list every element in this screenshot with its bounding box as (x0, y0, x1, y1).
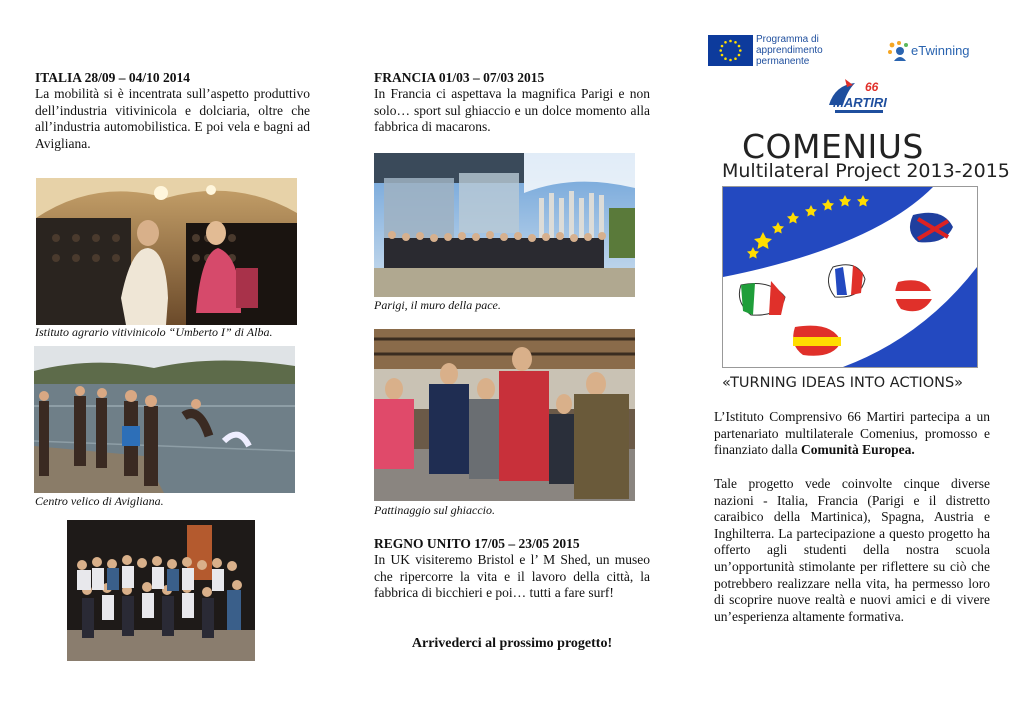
closing-line: Arrivederci al prossimo progetto! (411, 636, 613, 651)
caption-alba: Istituto agrario vitivinicolo “Umberto I” di Alba. (35, 325, 273, 339)
intro-bold: Comunità Europea. (800, 442, 915, 458)
etwinning-logo-icon (886, 39, 912, 63)
photo-paris-wall (374, 153, 635, 297)
eu-programme-label (756, 34, 823, 67)
eu-line-1: Programma di (756, 34, 819, 45)
italia-text: La mobilità si è incentrata sull’aspetto produttivo dell’industria vitivinicola e dolciaria, oltre che all’industria automobilistica. E poi vela e bagni ad Avigliana. (35, 86, 310, 151)
francia-heading: FRANCIA 01/03 – 07/03 2015 (374, 70, 545, 85)
photo-ice-skating (374, 329, 635, 501)
photo-group-night (67, 520, 255, 661)
comenius-project-logo (722, 186, 978, 368)
caption-avigliana: Centro velico di Avigliana. (35, 494, 164, 508)
uk-heading: REGNO UNITO 17/05 – 23/05 2015 (374, 536, 580, 551)
italia-heading: ITALIA 28/09 – 04/10 2014 (35, 70, 191, 85)
caption-paris: Parigi, il muro della pace. (374, 298, 501, 312)
comenius-title: COMENIUS (742, 127, 924, 166)
uk-text: In UK visiteremo Bristol e l’ M Shed, un museo che ripercorre la vita e il lavoro della città, la fabbrica di bicchieri e poi… tutti a fare surf! (374, 552, 650, 601)
school-logo-number: 66 (865, 80, 879, 94)
caption-ice: Pattinaggio sul ghiaccio. (374, 503, 495, 517)
school-logo-icon (825, 77, 889, 117)
eu-line-2: apprendimento (756, 45, 823, 56)
photo-lake-avigliana (34, 346, 295, 493)
project-paragraph: Tale progetto vede coinvolte cinque diverse nazioni - Italia, Francia (Parigi e il distretto caraibico della Martinica), Spagna, Austria e Inghilterra. La partecipazione a questo progetto ha offerto agli studenti della nostra scuola un’opportunità stimolante per riflettere su ciò che potrebbero realizzare nella vita, ha permesso loro di scoprire nuove realtà e nuovi amici e di vivere un’esperienza altamente formativa. (714, 476, 990, 624)
comenius-subtitle: Multilateral Project 2013-2015 (722, 160, 1010, 182)
comenius-motto: «TURNING IDEAS INTO ACTIONS» (722, 375, 964, 391)
intro-paragraph (714, 409, 990, 459)
school-logo-name: MARTIRI (833, 95, 887, 110)
eu-line-3: permanente (756, 56, 810, 67)
photo-wine-cellar (36, 178, 297, 325)
eu-flag-icon (708, 35, 753, 66)
intro-text: L’Istituto Comprensivo 66 Martiri partecipa a un partenariato multilaterale Comenius, promosso e finanziato dalla (714, 409, 990, 458)
francia-text: In Francia ci aspettava la magnifica Parigi e non solo… sport sul ghiaccio e un dolce momento alla fabbrica di macarons. (374, 86, 650, 135)
etwinning-label: eTwinning (911, 43, 970, 58)
